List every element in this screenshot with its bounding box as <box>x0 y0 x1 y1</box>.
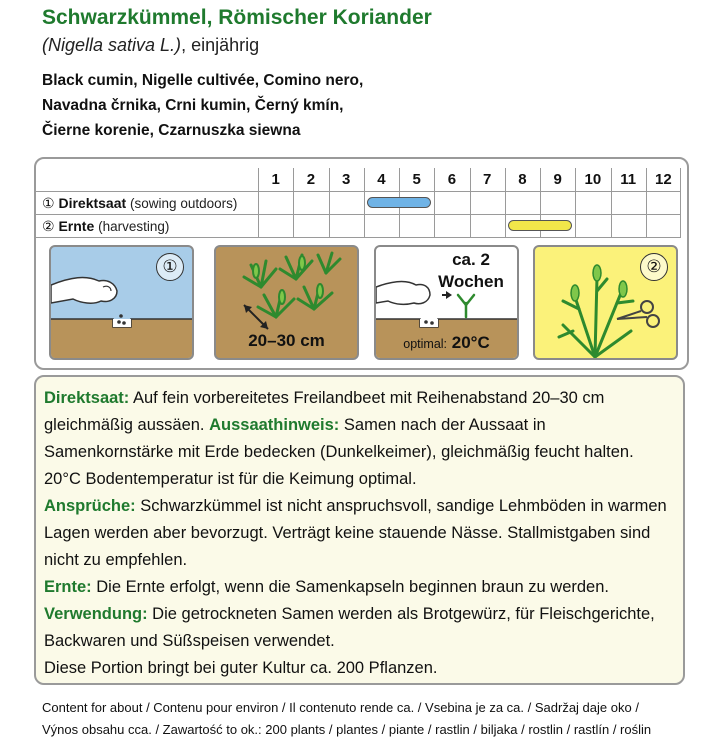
latin-name: (Nigella sativa L.) <box>42 35 182 55</box>
harvest-period-bar <box>508 220 573 231</box>
harvest-panel <box>533 245 678 360</box>
month-number: 8 <box>518 171 527 188</box>
month-number: 5 <box>412 171 421 188</box>
month-number: 6 <box>447 171 457 188</box>
spacing-panel <box>214 245 359 360</box>
instructions-usage <box>44 601 675 655</box>
month-number: 11 <box>620 171 637 188</box>
product-title: Schwarzkümmel, Römischer Koriander <box>42 6 432 29</box>
step-number-1: ① <box>156 253 184 281</box>
row-number: ① <box>42 195 55 211</box>
germination-time-line1: ca. 2 <box>452 250 490 269</box>
direktsaat-heading: Direktsaat: <box>44 389 130 407</box>
instructions-sowing <box>44 385 675 493</box>
portion-yield: Diese Portion bringt bei guter Kultur ca. 200 Pflanzen. <box>44 659 438 677</box>
spacing-label: 20–30 cm <box>248 331 325 350</box>
row-title: Ernte <box>58 218 95 234</box>
product-subtitle <box>42 35 259 56</box>
germination-panel <box>374 245 519 360</box>
aussaat-text: Samen nach der Aussaat in Samenkornstärke mit Erde bedecken (Dunkelkeimer), gleichmäßig feucht halten. 20°C Bodentemperatur ist für die Keimung optimal. <box>44 416 634 488</box>
month-number: 3 <box>341 171 351 188</box>
subtitle-suffix: , einjährig <box>181 35 260 55</box>
month-number: 9 <box>553 171 562 188</box>
aussaat-heading: Aussaathinweis: <box>209 416 340 434</box>
optimal-label: optimal: <box>403 337 448 351</box>
row-note: (sowing outdoors) <box>130 196 238 211</box>
names-line-1: Black cumin, Nigelle cultivée, Comino nero, <box>42 72 364 89</box>
instructions-harvest <box>44 574 675 601</box>
month-number: 4 <box>377 171 386 188</box>
optimal-value: 20°C <box>451 333 490 352</box>
row-title: Direktsaat <box>58 195 127 211</box>
ansprueche-text: Schwarzkümmel ist nicht anspruchsvoll, sandige Lehmböden in warmen Lagen werden aber bevorzugt. Verträgt keine stauende Nässe. Stallmistgaben sind nicht zu empfehlen. <box>44 497 667 569</box>
step-number-2: ② <box>640 253 668 281</box>
optimal-temperature <box>376 333 517 353</box>
row-note: (harvesting) <box>98 219 170 234</box>
direktsaat-text: Auf fein vorbereitetes Freilandbeet mit Reihenabstand 20–30 cm gleichmäßig aussäen. <box>44 389 605 434</box>
month-number: 12 <box>655 171 672 188</box>
row-number: ② <box>42 218 55 234</box>
instructions-requirements <box>44 493 675 574</box>
germination-time <box>426 249 516 293</box>
verwendung-text: Die getrockneten Samen werden als Brotgewürz, für Fleischgerichte, Backwaren und Süßspeisen verwendet. <box>44 605 655 650</box>
month-number: 2 <box>306 171 316 188</box>
germination-time-line2: Wochen <box>438 272 504 291</box>
sowing-calendar <box>34 157 689 370</box>
content-amount-note <box>42 697 651 741</box>
ansprueche-heading: Ansprüche: <box>44 497 136 515</box>
footer-line-2: Výnos obsahu cca. / Zawartość to ok.: 200 plants / plantes / piante / rastlin / biljaka / rostlin / rastlín / roślin <box>42 722 652 737</box>
divider <box>36 237 681 238</box>
month-number: 7 <box>482 171 492 188</box>
sowing-panel <box>49 245 194 360</box>
ernte-heading: Ernte: <box>44 578 92 596</box>
month-number: 10 <box>584 171 602 188</box>
ernte-text: Die Ernte erfolgt, wenn die Samenkapseln beginnen braun zu werden. <box>91 578 609 596</box>
footer-line-1: Content for about / Contenu pour environ / Il contenuto rende ca. / Vsebina je za ca. / Sadržaj daje oko / <box>42 700 639 715</box>
row-harvest-label <box>42 215 169 237</box>
sowing-period-bar <box>367 197 432 208</box>
names-line-3: Čierne korenie, Czarnuszka siewna <box>42 122 301 139</box>
row-sowing-label <box>42 192 237 214</box>
growing-instructions <box>34 375 685 685</box>
month-grid <box>258 168 681 238</box>
month-number: 1 <box>271 171 280 188</box>
translated-names <box>42 68 363 143</box>
names-line-2: Navadna črnika, Crni kumin, Černý kmín, <box>42 97 344 114</box>
verwendung-heading: Verwendung: <box>44 605 148 623</box>
